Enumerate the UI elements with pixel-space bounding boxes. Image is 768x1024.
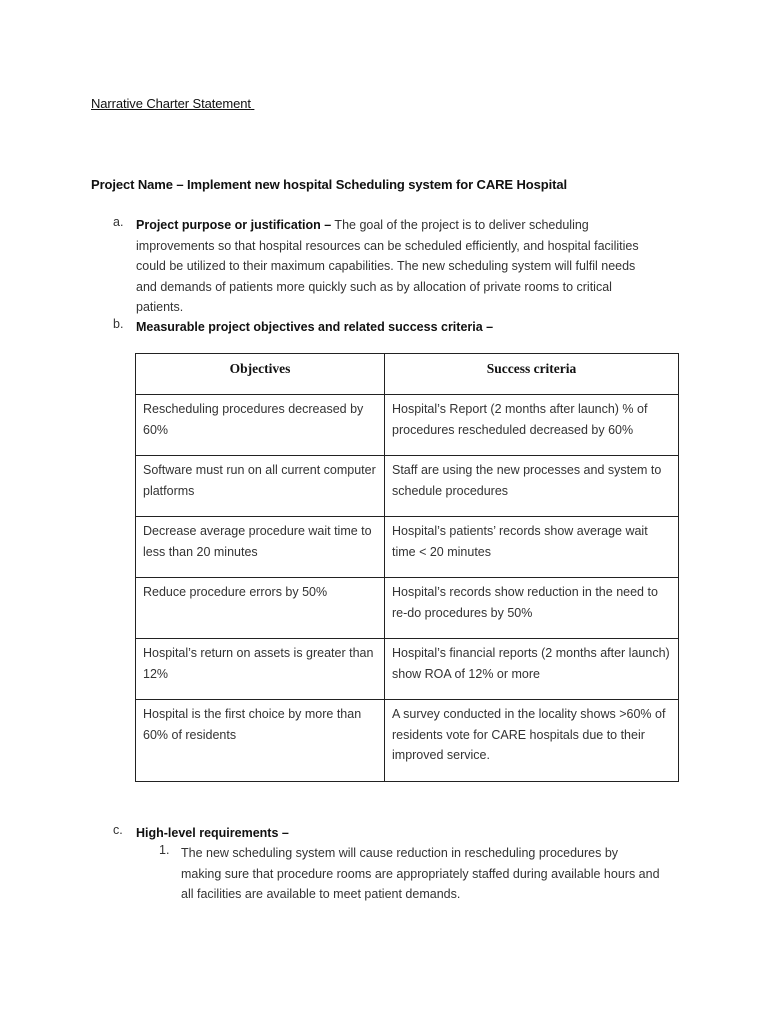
table-row [136,456,679,517]
success-criteria-cell: Hospital’s financial reports (2 months after launch) show ROA of 12% or more [385,639,679,700]
section-body [136,317,656,338]
section-body [136,215,656,318]
objective-cell: Decrease average procedure wait time to less than 20 minutes [136,517,385,578]
project-name: Project Name – Implement new hospital Scheduling system for CARE Hospital [91,177,567,192]
section-marker: c. [113,823,123,837]
objectives-table [135,353,679,782]
success-criteria-cell: Hospital’s records show reduction in the need to re-do procedures by 50% [385,578,679,639]
column-header-success-criteria: Success criteria [385,354,679,395]
table-row [136,517,679,578]
table-row [136,578,679,639]
objective-cell: Hospital’s return on assets is greater than 12% [136,639,385,700]
table-row [136,395,679,456]
table-row [136,639,679,700]
section-body [136,823,656,844]
requirement-item [159,843,679,905]
requirement-text: The new scheduling system will cause reduction in rescheduling procedures by making sure that procedure rooms are appropriately staffed during available hours and all facilities are available to meet patient demands. [181,846,660,902]
section-objectives [113,317,673,338]
section-project-purpose [113,215,673,318]
success-criteria-cell: Staff are using the new processes and system to schedule procedures [385,456,679,517]
requirement-number: 1. [159,843,170,857]
success-criteria-cell: A survey conducted in the locality shows >60% of residents vote for CARE hospitals due to their improved service. [385,700,679,782]
column-header-objectives: Objectives [136,354,385,395]
objective-cell: Rescheduling procedures decreased by 60% [136,395,385,456]
table-header-row [136,354,679,395]
objective-cell: Software must run on all current computer platforms [136,456,385,517]
objective-cell: Hospital is the first choice by more than 60% of residents [136,700,385,782]
section-marker: b. [113,317,124,331]
section-label: Measurable project objectives and related success criteria – [136,320,494,334]
table-row [136,700,679,782]
success-criteria-cell: Hospital’s patients’ records show average wait time < 20 minutes [385,517,679,578]
section-label: Project purpose or justification – [136,218,332,232]
document-heading: Narrative Charter Statement [91,96,251,111]
success-criteria-cell: Hospital’s Report (2 months after launch) % of procedures rescheduled decreased by 60% [385,395,679,456]
objective-cell: Reduce procedure errors by 50% [136,578,385,639]
section-marker: a. [113,215,124,229]
section-text: The goal of the project is to deliver scheduling improvements so that hospital resources can be scheduled efficiently, and hospital facilities could be utilized to their maximum capabilities. The new scheduling system will fulfil needs and demands of patients more quickly such as by allocation of private rooms to critical patients. [136,218,639,315]
section-label: High-level requirements – [136,826,289,840]
section-requirements [113,823,673,844]
